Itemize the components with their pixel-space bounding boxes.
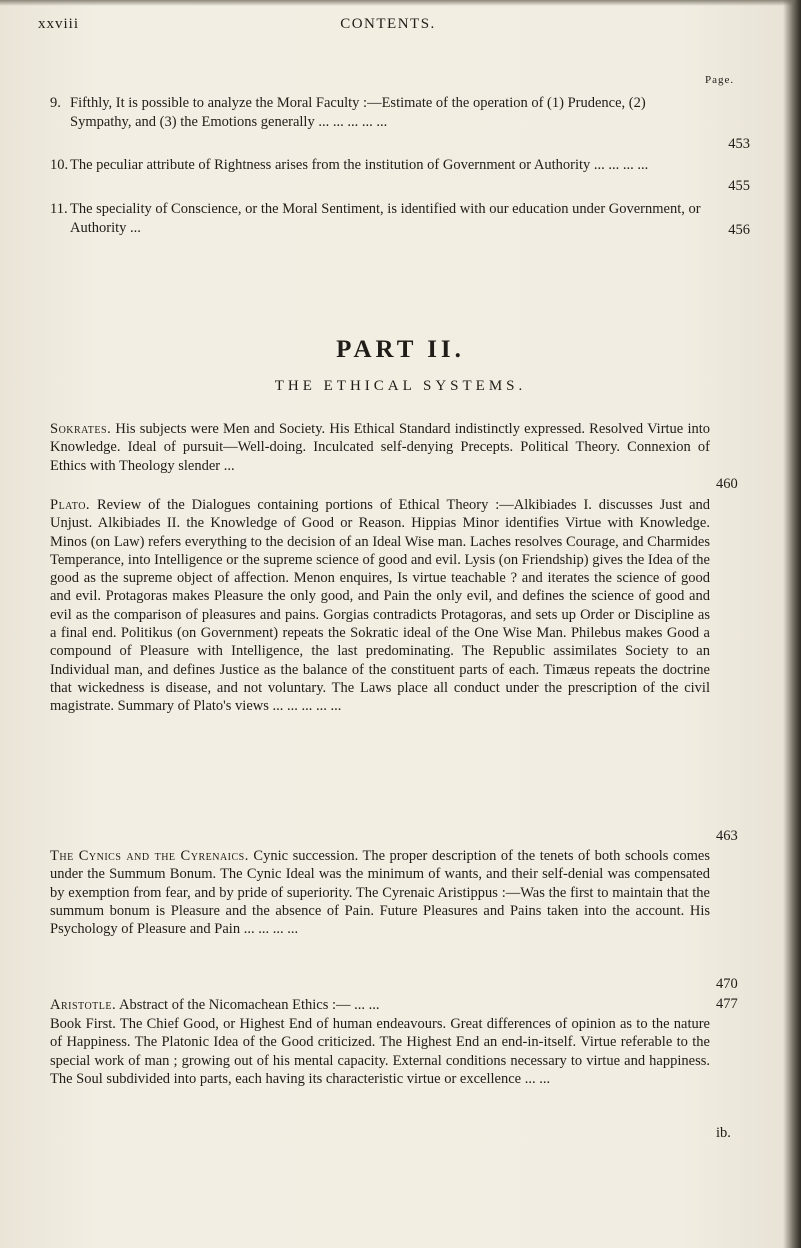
toc-page: 453 [728,136,750,152]
section-sokrates [50,420,710,475]
running-title: CONTENTS. [340,16,436,32]
section-text: Book First. The Chief Good, or Highest End of human endeavours. Great differences of opinion as to the nature of Happiness. The Platonic Idea of the Good criticized. The Highest End an end-in-itself. Virtue referable to the special work of man ; growing out of his mental capacity. External conditions necessary to virtue and happiness. The Soul subdivided into parts, each having its characteristic virtue or excellence ... ... [50,1016,710,1087]
section-plato [50,496,710,716]
section-page: 463 [716,828,738,844]
section-page: 460 [716,476,738,492]
section-aristotle [50,996,710,1014]
section-text: Review of the Dialogues containing portions of Ethical Theory :—Alkibiades I. discusses Just and Unjust. Alkibiades II. the Knowledge of Good or Reason. Hippias Minor identifies Virtue with Knowledge. Minos (on Law) refers everything to the decision of an Ideal Wise man. Laches resolves Courage, and Charmides Temperance, into Intelligence or the supreme science of good and evil. Lysis (on Friendship) gives the Idea of the good as the supreme object of affection. Menon enquires, Is virtue teachable ? and iterates the science of good and evil. Protagoras makes Pleasure the only good, and Pain the only evil, and defines the science of good and evil as the comparison of pleasures and pains. Gorgias contradicts Protagoras, and sets up Order or Discipline as a final end. Politikus (on Government) repeats the Sokratic ideal of the One Wise Man. Philebus makes Good a compound of Pleasure with Intelligence, the last predominating. The Republic assimilates Society to an Individual man, and defines Justice as the balance of the constituent parts of each. Timæus repeats the doctrine that wickedness is disease, and not voluntary. The Laws place all conduct under the prescription of the civil magistrate. Summary of Plato's views ... ... ... ... ... [50,497,710,715]
toc-page: 456 [728,222,750,238]
toc-number: 9. [50,95,61,111]
toc-entry-11 [50,200,750,240]
section-lead: The Cynics and the Cyrenaics. [50,848,249,864]
section-text: Cynic succession. The proper description of the tenets of both schools comes under the Summum Bonum. The Cynic Ideal was the minimum of wants, and their self-denial was compensated by exemption from fear, and by pride of superiority. The Cyrenaic Aristippus :—Was the first to maintain that the summum bonum is Pleasure and the absence of Pain. Future Pleasures and Pains taken into the account. His Psychology of Pleasure and Pain ... ... ... ... [50,848,711,938]
section-text: Abstract of the Nicomachean Ethics :— ... ... [118,997,380,1013]
section-book-first [50,1015,710,1088]
section-page: 470 [716,976,738,992]
page-number: xxviii [38,16,80,32]
section-lead: Plato. [50,497,91,513]
section-page: 477 [716,996,738,1012]
section-cynics-cyrenaics [50,847,710,938]
section-page: ib. [716,1125,731,1141]
part-subheading: THE ETHICAL SYSTEMS. [274,378,527,394]
section-lead: Aristotle. [50,997,117,1013]
toc-page: 455 [728,178,750,194]
part-heading: PART II. [336,336,465,363]
section-text: His subjects were Men and Society. His Ethical Standard indistinctly expressed. Resolved Virtue into Knowledge. Ideal of pursuit—Well-doing. Inculcated self-denying Precepts. Political Theory. Connexion of Ethics with Theology slender ... [50,421,710,474]
page-binding-edge [783,0,801,1248]
page-top-shadow [0,0,801,6]
toc-entry-10 [50,156,750,196]
toc-text: The peculiar attribute of Rightness arises from the institution of Government or Authority ... ... ... ... [70,157,649,173]
section-lead: Sokrates. [50,421,112,437]
running-header [38,16,738,40]
toc-number: 11. [50,201,68,217]
toc-text: Fifthly, It is possible to analyze the Moral Faculty :—Estimate of the operation of (1) Prudence, (2) Sympathy, and (3) the Emotions generally ... ... ... ... ... [70,95,646,130]
toc-text: The speciality of Conscience, or the Moral Sentiment, is identified with our education under Government, or Authority ... [70,201,701,236]
page-column-label: Page. [705,74,735,86]
toc-entry-9 [50,94,750,154]
toc-number: 10. [50,157,69,173]
